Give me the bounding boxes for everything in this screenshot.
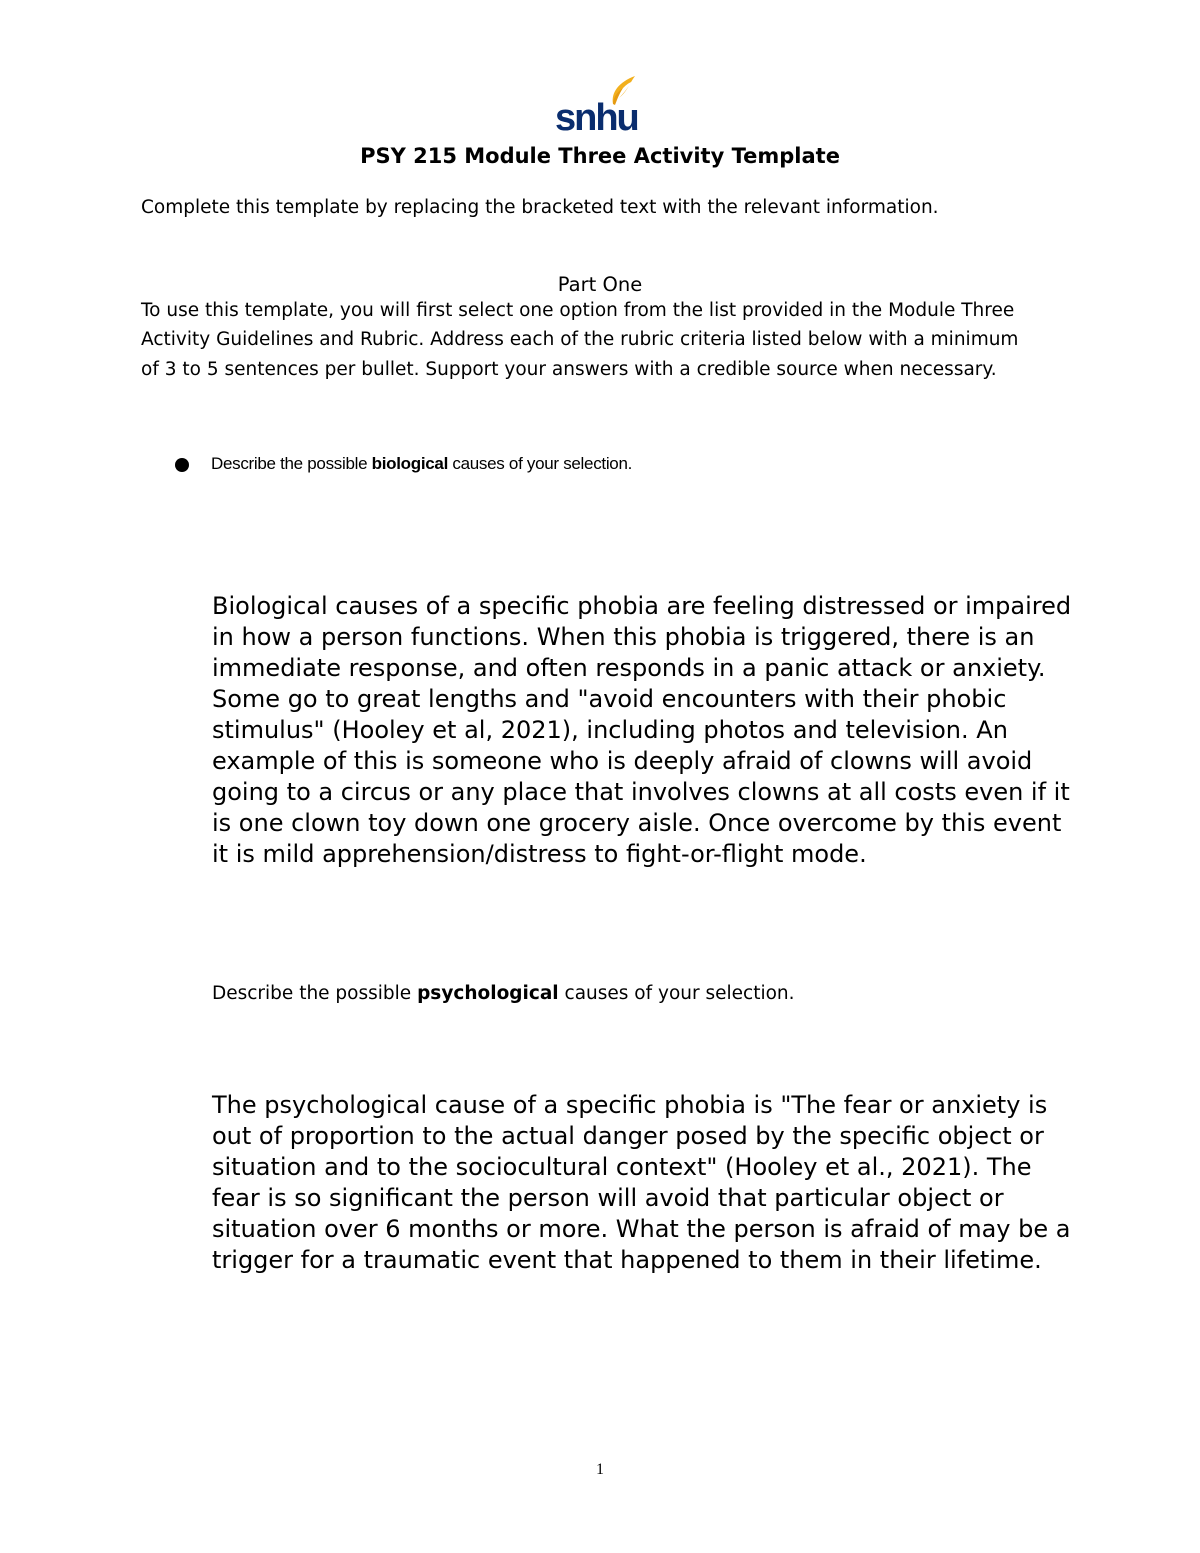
flame-leaf-icon <box>555 74 639 134</box>
psychological-answer: The psychological cause of a specific phobia is "The fear or anxiety is out of proportion to the actual danger posed by the specific object or situation and to the sociocultural context" (Hooley et al., 2021). The fear is so significant the person will avoid that particular object or situation over 6 months or more. What the person is afraid of may be a trigger for a traumatic event that happened to them in their lifetime. <box>212 1091 1071 1274</box>
intro-text: Complete this template by replacing the bracketed text with the relevant information. <box>141 197 939 218</box>
biological-prompt: Describe the possible biological causes of your selection. <box>211 454 633 473</box>
snhu-logo <box>555 74 639 134</box>
logo-wordmark: snhu <box>555 97 638 134</box>
document-title: PSY 215 Module Three Activity Template <box>360 144 840 168</box>
biological-answer: Biological causes of a specific phobia are feeling distressed or impaired in how a person functions. When this phobia is triggered, there is an immediate response, and often responds in a panic attack or anxiety. Some go to great lengths and "avoid encounters with their phobic stimulus" (Hooley et al, 2021), including photos and television. An example of this is someone who is deeply afraid of clowns will avoid going to a circus or any place that involves clowns at all costs even if it is one clown toy down one grocery aisle. Once overcome by this event it is mild apprehension/distress to fight-or-flight mode. <box>212 592 1072 868</box>
biological-prompt-bullet <box>175 452 1075 476</box>
page-number: 1 <box>596 1461 604 1478</box>
part-one-heading: Part One <box>557 273 643 296</box>
part-one-instructions: To use this template, you will first select one option from the list provided in the Module Three Activity Guidelines and Rubric. Address each of the rubric criteria listed below with a minimum of 3 to 5 sentences per bullet. Support your answers with a credible source when necessary. <box>141 300 1019 380</box>
psychological-prompt: Describe the possible psychological causes of your selection. <box>212 983 795 1004</box>
bullet-dot-icon <box>175 458 189 472</box>
